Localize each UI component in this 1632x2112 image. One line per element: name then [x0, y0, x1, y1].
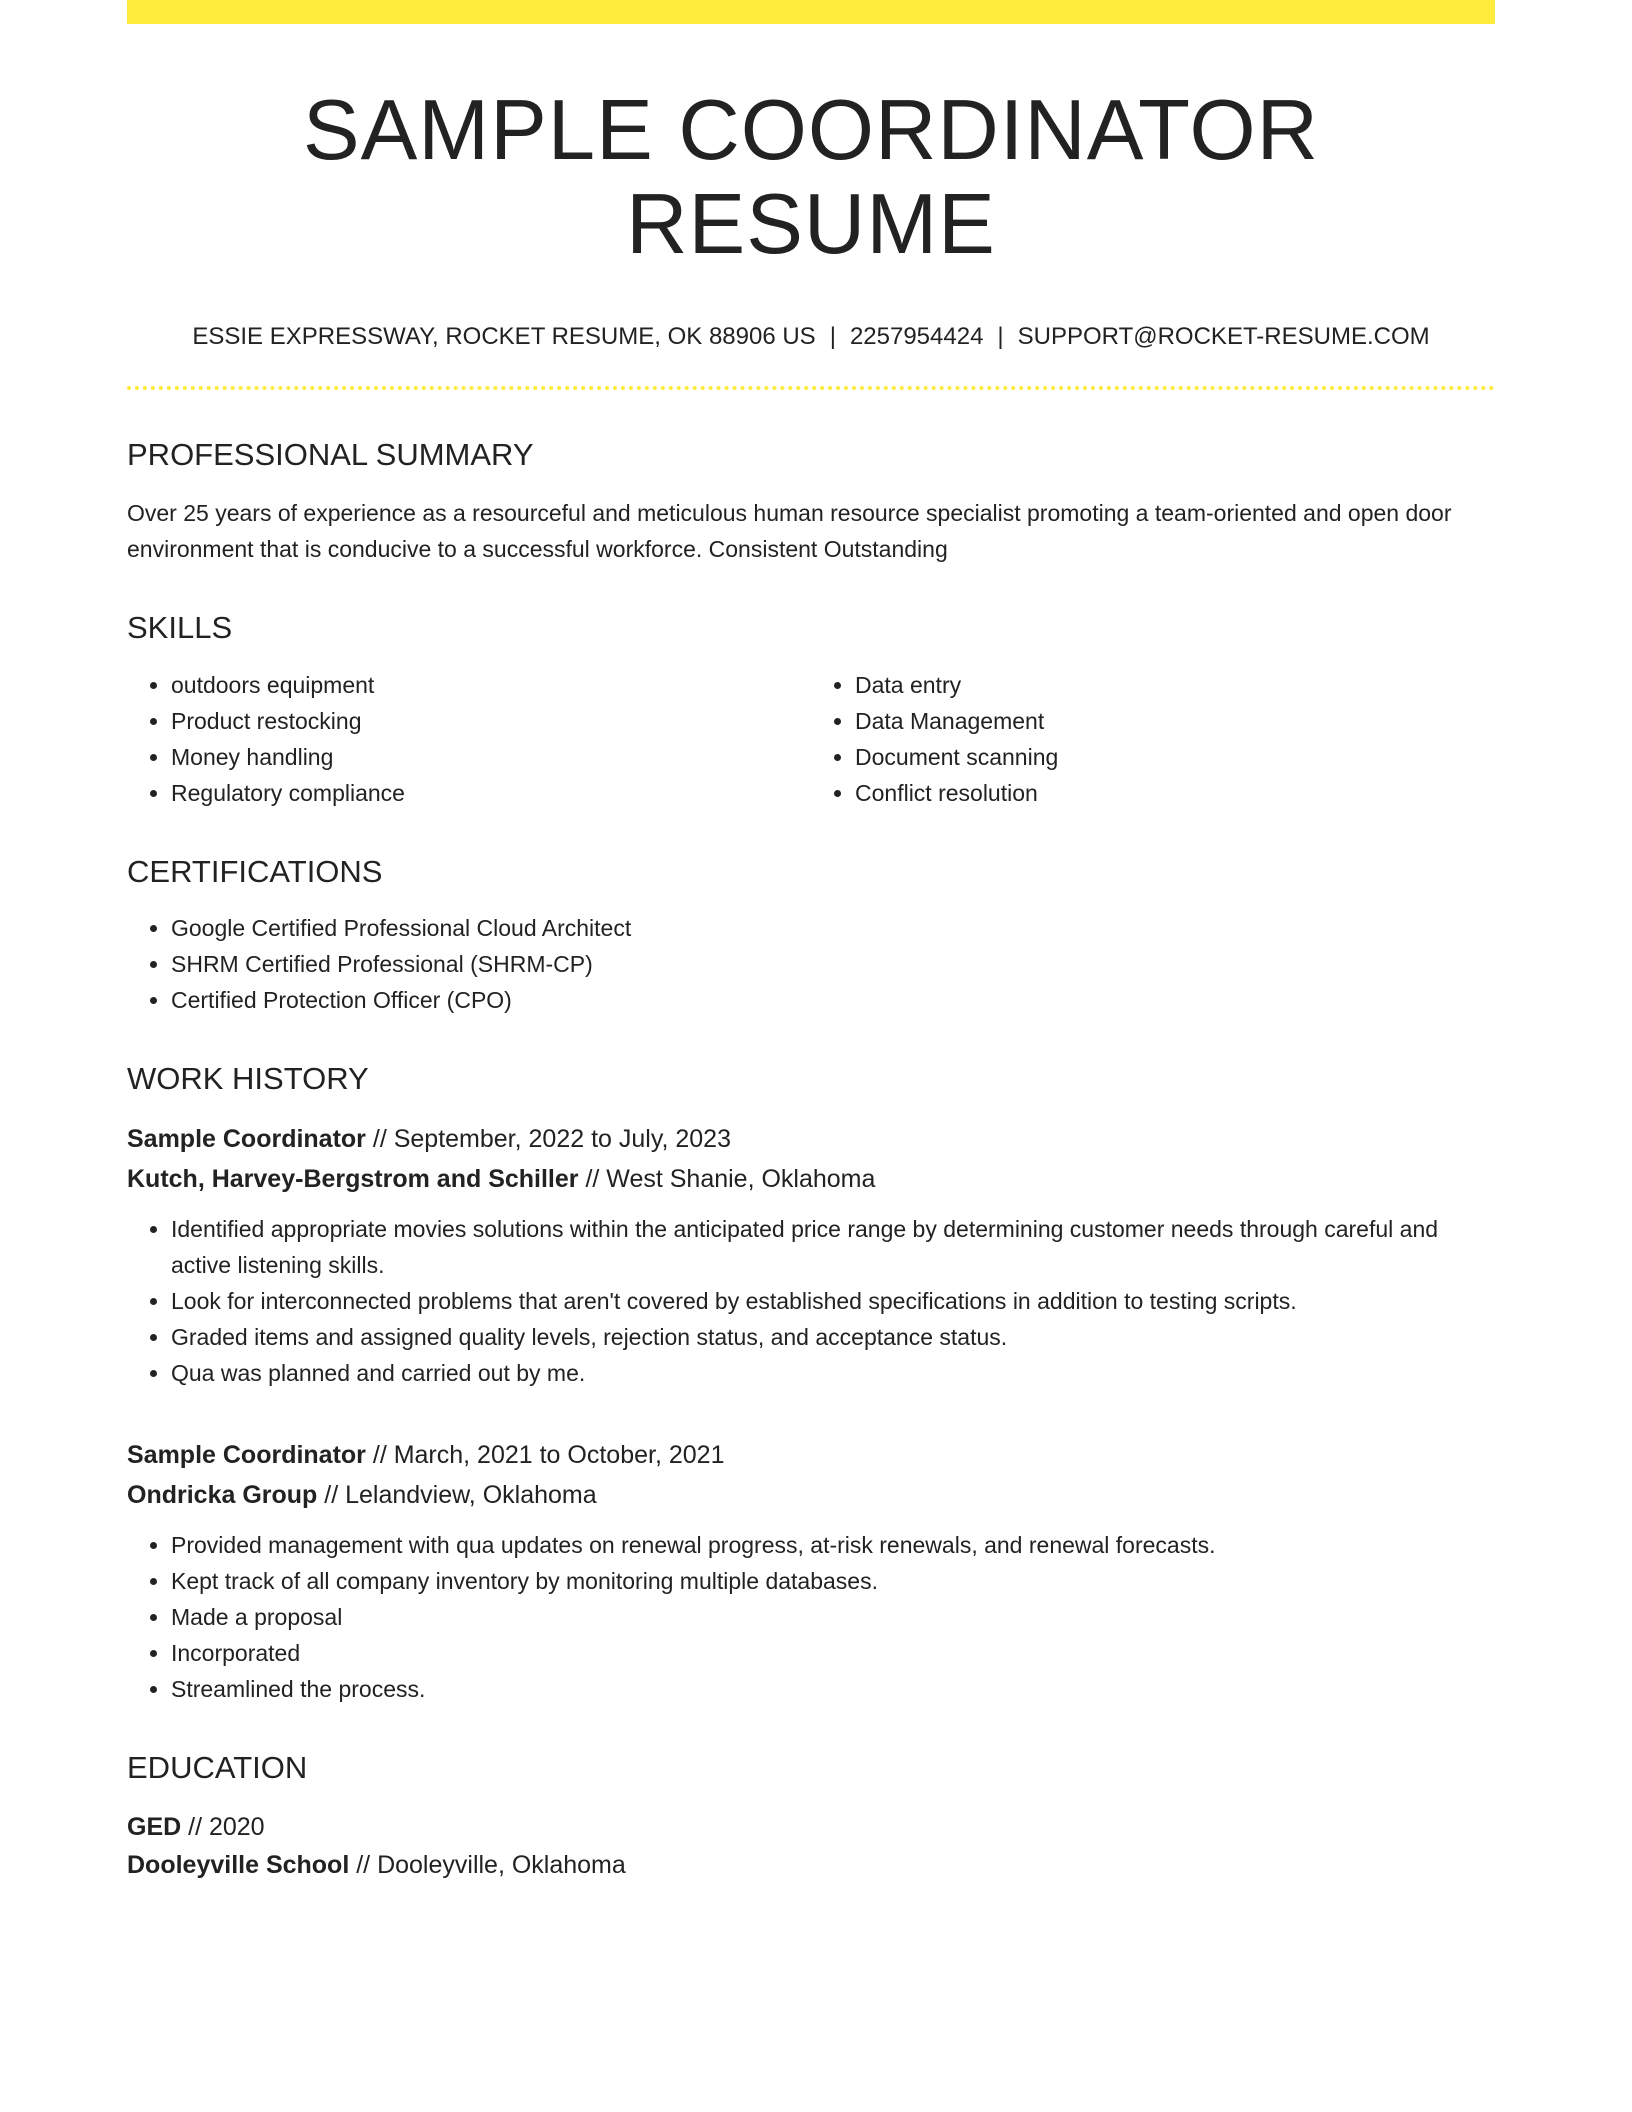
resume-page — [127, 0, 1495, 1884]
dotted-divider — [127, 386, 1495, 390]
job-title-line — [127, 1435, 1495, 1475]
skill-item: • Money handling — [171, 739, 811, 775]
certification-item: • SHRM Certified Professional (SHRM-CP) — [171, 946, 1495, 982]
certification-item: • Certified Protection Officer (CPO) — [171, 982, 1495, 1018]
education-degree-line — [127, 1808, 1495, 1846]
skill-item: • Conflict resolution — [855, 775, 1495, 811]
job-title: Sample Coordinator — [127, 1124, 366, 1153]
skill-item: • outdoors equipment — [171, 667, 811, 703]
skill-item: • Document scanning — [855, 739, 1495, 775]
skill-item: • Product restocking — [171, 703, 811, 739]
section-title-summary: PROFESSIONAL SUMMARY — [127, 437, 534, 473]
job-bullet: • Kept track of all company inventory by monitoring multiple databases. — [171, 1563, 1495, 1599]
education-school-line — [127, 1846, 1495, 1884]
job-bullet: • Provided management with qua updates on renewal progress, at-risk renewals, and renewal forecasts. — [171, 1527, 1495, 1563]
contact-separator: | — [829, 323, 836, 350]
skills-column-1 — [127, 667, 811, 811]
job-company: Ondricka Group — [127, 1480, 318, 1509]
job-dates: // March, 2021 to October, 2021 — [365, 1440, 725, 1469]
education-year: // 2020 — [181, 1813, 265, 1842]
skills-column-2 — [811, 667, 1495, 811]
certification-item: • Google Certified Professional Cloud Architect — [171, 910, 1495, 946]
skills-grid — [127, 667, 1495, 811]
job-entry — [127, 1119, 1495, 1391]
accent-top-bar — [127, 0, 1495, 24]
job-bullet: • Qua was planned and carried out by me. — [171, 1355, 1495, 1391]
section-title-work-history: WORK HISTORY — [127, 1060, 369, 1096]
resume-title: SAMPLE COORDINATOR RESUME — [302, 83, 1320, 272]
section-title-skills: SKILLS — [127, 610, 233, 646]
education-school: Dooleyville School — [127, 1851, 350, 1880]
job-bullets — [127, 1211, 1495, 1391]
skill-item: • Data Management — [855, 703, 1495, 739]
section-title-certifications: CERTIFICATIONS — [127, 853, 383, 889]
job-bullet: • Made a proposal — [171, 1599, 1495, 1635]
job-bullet: • Look for interconnected problems that aren't covered by established specifications in addition to testing scripts. — [171, 1283, 1495, 1319]
job-entry — [127, 1435, 1495, 1707]
contact-phone: 2257954424 — [849, 323, 984, 350]
job-company-line — [127, 1159, 1495, 1199]
job-location: // West Shanie, Oklahoma — [578, 1164, 876, 1193]
job-company: Kutch, Harvey-Bergstrom and Schiller — [127, 1164, 579, 1193]
certifications-list — [127, 910, 1495, 1018]
contact-separator: | — [997, 323, 1004, 350]
education-location: // Dooleyville, Oklahoma — [349, 1851, 626, 1880]
job-bullet: • Streamlined the process. — [171, 1671, 1495, 1707]
job-title-line — [127, 1119, 1495, 1159]
job-bullet: • Incorporated — [171, 1635, 1495, 1671]
contact-email: SUPPORT@ROCKET-RESUME.COM — [1017, 323, 1430, 350]
job-dates: // September, 2022 to July, 2023 — [365, 1124, 731, 1153]
section-title-education: EDUCATION — [127, 1749, 308, 1785]
contact-line — [127, 321, 1495, 352]
job-bullets — [127, 1527, 1495, 1707]
job-title: Sample Coordinator — [127, 1440, 366, 1469]
job-company-line — [127, 1475, 1495, 1515]
summary-text: Over 25 years of experience as a resourceful and meticulous human resource specialist promoting a team-oriented and open door environment that is conducive to a successful workforce. Consistent Outstanding — [127, 500, 1452, 563]
skill-item: • Data entry — [855, 667, 1495, 703]
contact-address: ESSIE EXPRESSWAY, ROCKET RESUME, OK 88906 US — [192, 323, 816, 350]
job-location: // Lelandview, Oklahoma — [317, 1480, 597, 1509]
skill-item: • Regulatory compliance — [171, 775, 811, 811]
education-degree: GED — [127, 1813, 182, 1842]
job-bullet: • Graded items and assigned quality levels, rejection status, and acceptance status. — [171, 1319, 1495, 1355]
job-bullet: • Identified appropriate movies solutions within the anticipated price range by determining customer needs through careful and active listening skills. — [171, 1211, 1495, 1283]
